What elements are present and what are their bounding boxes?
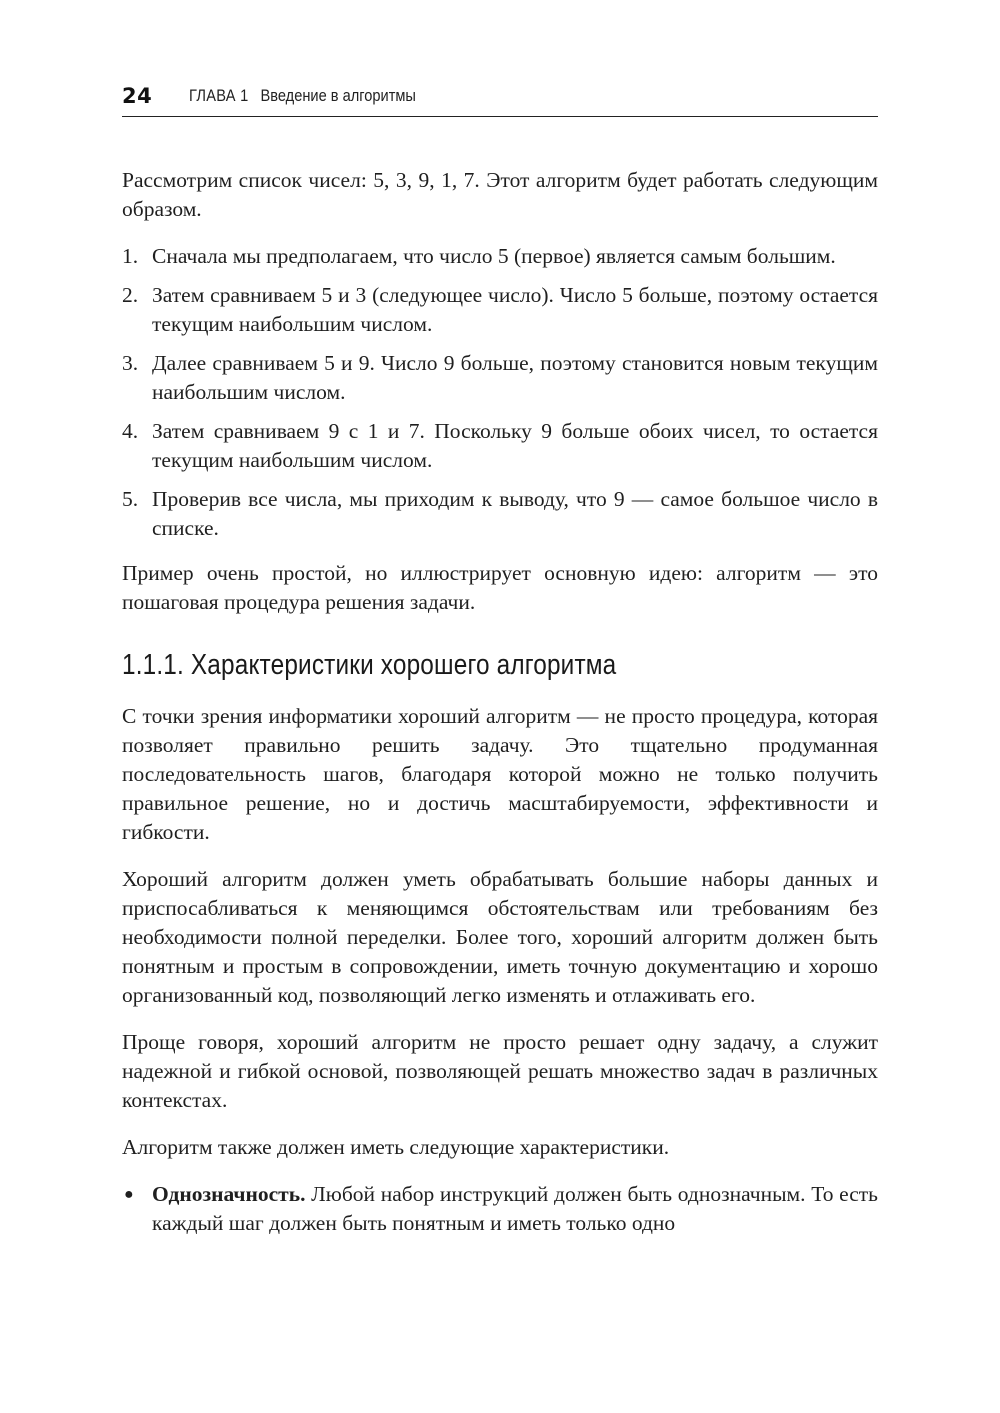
body-paragraph: С точки зрения информатики хороший алгоритм — не просто процедура, которая позволяет правильно решить задачу. Это тщательно продуманная последовательность шагов, благодаря которой можно не только получить правильное решение, но и достичь масштабируемости, эффективности и гибкости.	[122, 704, 878, 844]
list-item-text: Далее сравниваем 5 и 9. Число 9 больше, поэтому становится новым текущим наибольшим числом.	[152, 351, 878, 404]
page-number: 24	[122, 84, 153, 108]
list-number: 2.	[122, 283, 139, 307]
chapter-label: ГЛАВА 1	[189, 86, 249, 105]
list-item	[122, 417, 878, 475]
list-number: 5.	[122, 487, 139, 511]
list-item-text: Затем сравниваем 5 и 3 (следующее число). Число 5 больше, поэтому остается текущим наибольшим числом.	[152, 283, 878, 336]
list-item-text: Затем сравниваем 9 с 1 и 7. Поскольку 9 больше обоих чисел, то остается текущим наибольшим числом.	[152, 419, 878, 472]
list-item-text: Сначала мы предполагаем, что число 5 (первое) является самым большим.	[152, 244, 836, 268]
bullet-icon: ●	[124, 1186, 134, 1203]
list-item	[122, 349, 878, 407]
term: Однозначность.	[152, 1182, 306, 1206]
summary-paragraph: Пример очень простой, но иллюстрирует основную идею: алгоритм — это пошаговая процедура решения задачи.	[122, 561, 878, 614]
running-header	[122, 82, 878, 117]
list-number: 1.	[122, 244, 139, 268]
section-heading: 1.1.1. Характеристики хорошего алгоритма	[122, 649, 617, 681]
list-number: 3.	[122, 351, 139, 375]
characteristics-list	[122, 1180, 878, 1238]
list-number: 4.	[122, 419, 139, 443]
chapter-heading	[189, 86, 416, 106]
chapter-title: Введение в алгоритмы	[260, 86, 416, 105]
intro-paragraph: Рассмотрим список чисел: 5, 3, 9, 1, 7. Этот алгоритм будет работать следующим образом.	[122, 168, 878, 221]
list-item-text: Проверив все числа, мы приходим к выводу, что 9 — самое большое число в списке.	[152, 487, 878, 540]
body-paragraph: Алгоритм также должен иметь следующие характеристики.	[122, 1135, 670, 1159]
term-description: Любой набор инструкций должен быть однозначным. То есть каждый шаг должен быть понятным и иметь только одно	[152, 1182, 878, 1235]
body-paragraph: Проще говоря, хороший алгоритм не просто решает одну задачу, а служит надежной и гибкой основой, позволяющей решать множество задач в различных контекстах.	[122, 1030, 878, 1112]
list-item	[122, 485, 878, 543]
body-paragraph: Хороший алгоритм должен уметь обрабатывать большие наборы данных и приспосабливаться к меняющимся обстоятельствам или требованиям без необходимости полной переделки. Более того, хороший алгоритм должен быть понятным и простым в сопровождении, иметь точную документацию и хорошо организованный код, позволяющий легко изменять и отлаживать его.	[122, 867, 878, 1007]
algorithm-steps-list	[122, 242, 878, 543]
list-item	[122, 281, 878, 339]
list-item	[122, 242, 878, 271]
list-item	[122, 1180, 878, 1238]
page-body	[122, 166, 878, 1238]
